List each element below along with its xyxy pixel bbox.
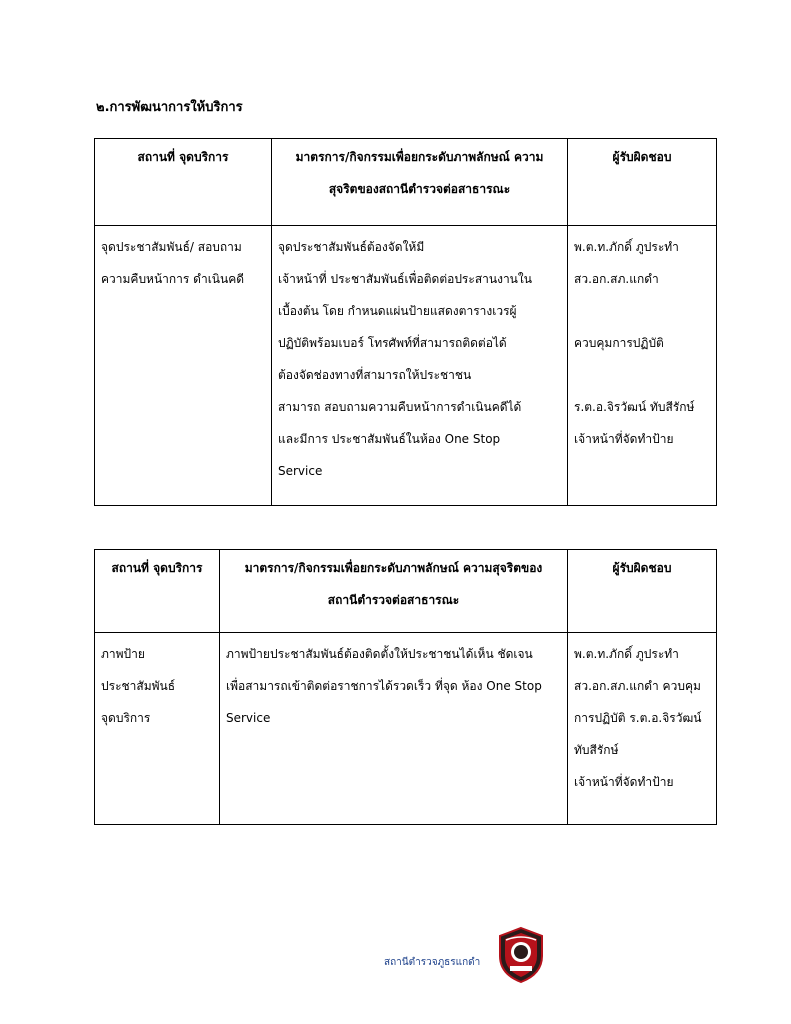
measure-line: จุดประชาสัมพันธ์ต้องจัดให้มี — [278, 240, 425, 254]
cell-responsible — [568, 633, 717, 825]
measure-line: ภาพป้ายประชาสัมพันธ์ต้องติดตั้งให้ประชาชนได้เห็น ชัดเจน — [226, 647, 533, 661]
cell-measures — [272, 226, 568, 506]
header-measures-line-2: สถานีตำรวจต่อสาธารณะ — [327, 593, 460, 607]
section-heading: ๒.การพัฒนาการให้บริการ — [96, 100, 243, 115]
table-row — [95, 633, 717, 825]
responsible-line — [574, 359, 710, 391]
table-header-row — [95, 139, 717, 226]
measure-line: และมีการ ประชาสัมพันธ์ในห้อง One Stop — [278, 432, 501, 446]
measure-line: เพื่อสามารถเข้าติดต่อราชการได้รวดเร็ว ที่จุด ห้อง One Stop — [226, 679, 542, 693]
table-header-row — [95, 550, 717, 633]
cell-measures — [220, 633, 568, 825]
responsible-line: เจ้าหน้าที่จัดทำป้าย — [574, 432, 674, 446]
header-location — [95, 139, 272, 226]
location-line: ความคืบหน้าการ ดำเนินคดี — [101, 272, 245, 286]
cell-responsible — [568, 226, 717, 506]
responsible-line: เจ้าหน้าที่จัดทำป้าย — [574, 775, 674, 789]
location-line: จุดประชาสัมพันธ์/ สอบถาม — [101, 240, 242, 254]
responsible-line: พ.ต.ท.ภักดิ์ ภูประทำ — [574, 240, 679, 254]
measure-line: เจ้าหน้าที่ ประชาสัมพันธ์เพื่อติดต่อประสานงานใน — [278, 272, 532, 286]
header-responsible — [568, 550, 717, 633]
header-measures-line-2: สุจริตของสถานีตำรวจต่อสาธารณะ — [328, 182, 511, 196]
responsible-line: พ.ต.ท.ภักดิ์ ภูประทำ — [574, 647, 679, 661]
measure-line: สามารถ สอบถามความคืบหน้าการดำเนินคดีได้ — [278, 400, 522, 414]
location-line: ภาพป้าย — [101, 647, 145, 661]
responsible-line — [574, 295, 710, 327]
header-responsible — [568, 139, 717, 226]
table-row — [95, 226, 717, 506]
header-responsible-text: ผู้รับผิดชอบ — [612, 561, 672, 575]
cell-location — [95, 226, 272, 506]
location-line: จุดบริการ — [101, 711, 151, 725]
header-measures-line-1: มาตรการ/กิจกรรมเพื่อยกระดับภาพลักษณ์ ความ — [295, 150, 544, 164]
header-location-text: สถานที่ จุดบริการ — [137, 150, 229, 164]
header-location-text: สถานที่ จุดบริการ — [111, 561, 203, 575]
footer-station-name: สถานีตำรวจภูธรแกดำ — [384, 957, 481, 968]
responsible-line: ร.ต.อ.จิรวัฒน์ ทับสีรักษ์ — [574, 400, 695, 414]
cell-location — [95, 633, 220, 825]
header-location — [95, 550, 220, 633]
measure-line: ต้องจัดช่องทางที่สามารถให้ประชาชน — [278, 368, 472, 382]
header-responsible-text: ผู้รับผิดชอบ — [612, 150, 672, 164]
header-measures-line-1: มาตรการ/กิจกรรมเพื่อยกระดับภาพลักษณ์ ความสุจริตของ — [244, 561, 543, 575]
location-line: ประชาสัมพันธ์ — [101, 679, 176, 693]
responsible-line: สว.อก.สภ.แกดำ — [574, 272, 659, 286]
service-table-2 — [94, 549, 717, 825]
responsible-line: สว.อก.สภ.แกดำ ควบคุม — [574, 679, 701, 693]
measure-line: Service — [226, 711, 271, 725]
header-measures — [272, 139, 568, 226]
measure-line: เบื้องต้น โดย กำหนดแผ่นป้ายแสดงตารางเวรผู้ — [278, 304, 517, 318]
measure-line: ปฏิบัติพร้อมเบอร์ โทรศัพท์ที่สามารถติดต่อได้ — [278, 336, 507, 350]
responsible-line: ทับสีรักษ์ — [574, 743, 619, 757]
responsible-line: การปฏิบัติ ร.ต.อ.จิรวัฒน์ — [574, 711, 702, 725]
header-measures — [220, 550, 568, 633]
responsible-line: ควบคุมการปฏิบัติ — [574, 336, 664, 350]
service-table-1 — [94, 138, 717, 506]
police-emblem-icon — [496, 926, 546, 984]
measure-line: Service — [278, 464, 323, 478]
